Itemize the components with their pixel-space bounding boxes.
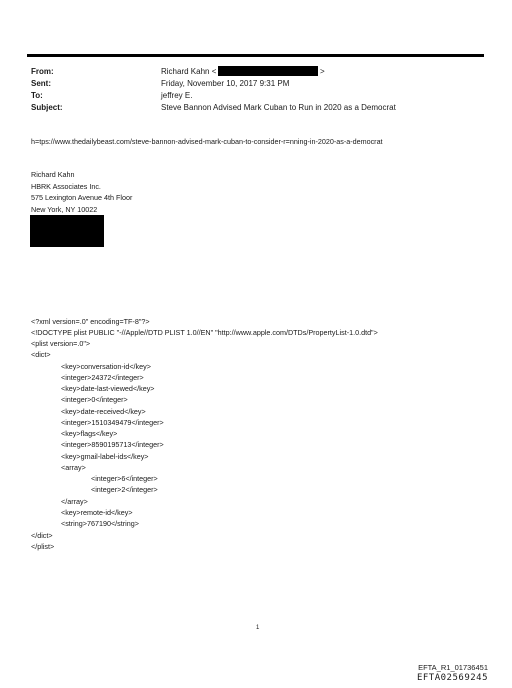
plist-close: </plist>	[31, 542, 55, 551]
plist-entry: <key>flags</key>	[61, 429, 118, 438]
plist-entry: <key>gmail-label-ids</key>	[61, 452, 149, 461]
sent-label: Sent:	[31, 79, 51, 88]
plist-entry: <integer>1510349479</integer>	[61, 418, 164, 427]
signature-city: New York, NY 10022	[31, 205, 98, 214]
plist-entry: <integer>8590195713</integer>	[61, 440, 164, 449]
dict-close: </dict>	[31, 531, 53, 540]
page-number: 1	[256, 625, 260, 631]
signature-address: 575 Lexington Avenue 4th Floor	[31, 193, 133, 202]
from-label: From:	[31, 67, 54, 76]
bates-number-secondary: EFTA02569245	[416, 673, 488, 683]
plist-entry: </array>	[61, 497, 88, 506]
header-rule	[27, 54, 484, 57]
from-name: Richard Kahn <	[161, 67, 217, 76]
subject-label: Subject:	[31, 103, 63, 112]
bates-number-primary: EFTA_R1_01736451	[418, 663, 488, 672]
to-label: To:	[31, 91, 43, 100]
from-value	[161, 67, 216, 76]
to-value: jeffrey E.	[161, 91, 193, 100]
xml-declaration: <?xml version=.0" encoding=TF-8"?>	[31, 317, 150, 326]
plist-open: <plist version=.0">	[31, 339, 91, 348]
plist-entry: <array>	[61, 463, 86, 472]
plist-entry: <string>767190</string>	[61, 519, 139, 528]
dict-open: <dict>	[31, 350, 51, 359]
plist-entry: <key>date-received</key>	[61, 407, 146, 416]
plist-entry: <key>conversation-id</key>	[61, 362, 151, 371]
plist-entry: <integer>24372</integer>	[61, 373, 144, 382]
article-link: h=tps://www.thedailybeast.com/steve-bannon-advised-mark-cuban-to-consider-r=nning-in-2020-as-a-democrat	[31, 137, 383, 146]
subject-value: Steve Bannon Advised Mark Cuban to Run in 2020 as a Democrat	[161, 103, 396, 112]
redaction-signature	[30, 215, 104, 247]
plist-entry: <key>remote-id</key>	[61, 508, 133, 517]
doctype-line: <!DOCTYPE plist PUBLIC "-//Apple//DTD PLIST 1.0//EN" "http://www.apple.com/DTDs/PropertyList-1.0.dtd">	[31, 328, 378, 337]
plist-entry: <integer>0</integer>	[61, 395, 128, 404]
sent-value: Friday, November 10, 2017 9:31 PM	[161, 79, 290, 88]
plist-entry: <key>date-last-viewed</key>	[61, 384, 155, 393]
plist-array-item: <integer>6</integer>	[91, 474, 158, 483]
from-suffix: >	[320, 67, 325, 76]
redaction-email	[218, 66, 318, 76]
signature-company: HBRK Associates Inc.	[31, 182, 101, 191]
signature-name: Richard Kahn	[31, 170, 75, 179]
plist-array-item: <integer>2</integer>	[91, 485, 158, 494]
